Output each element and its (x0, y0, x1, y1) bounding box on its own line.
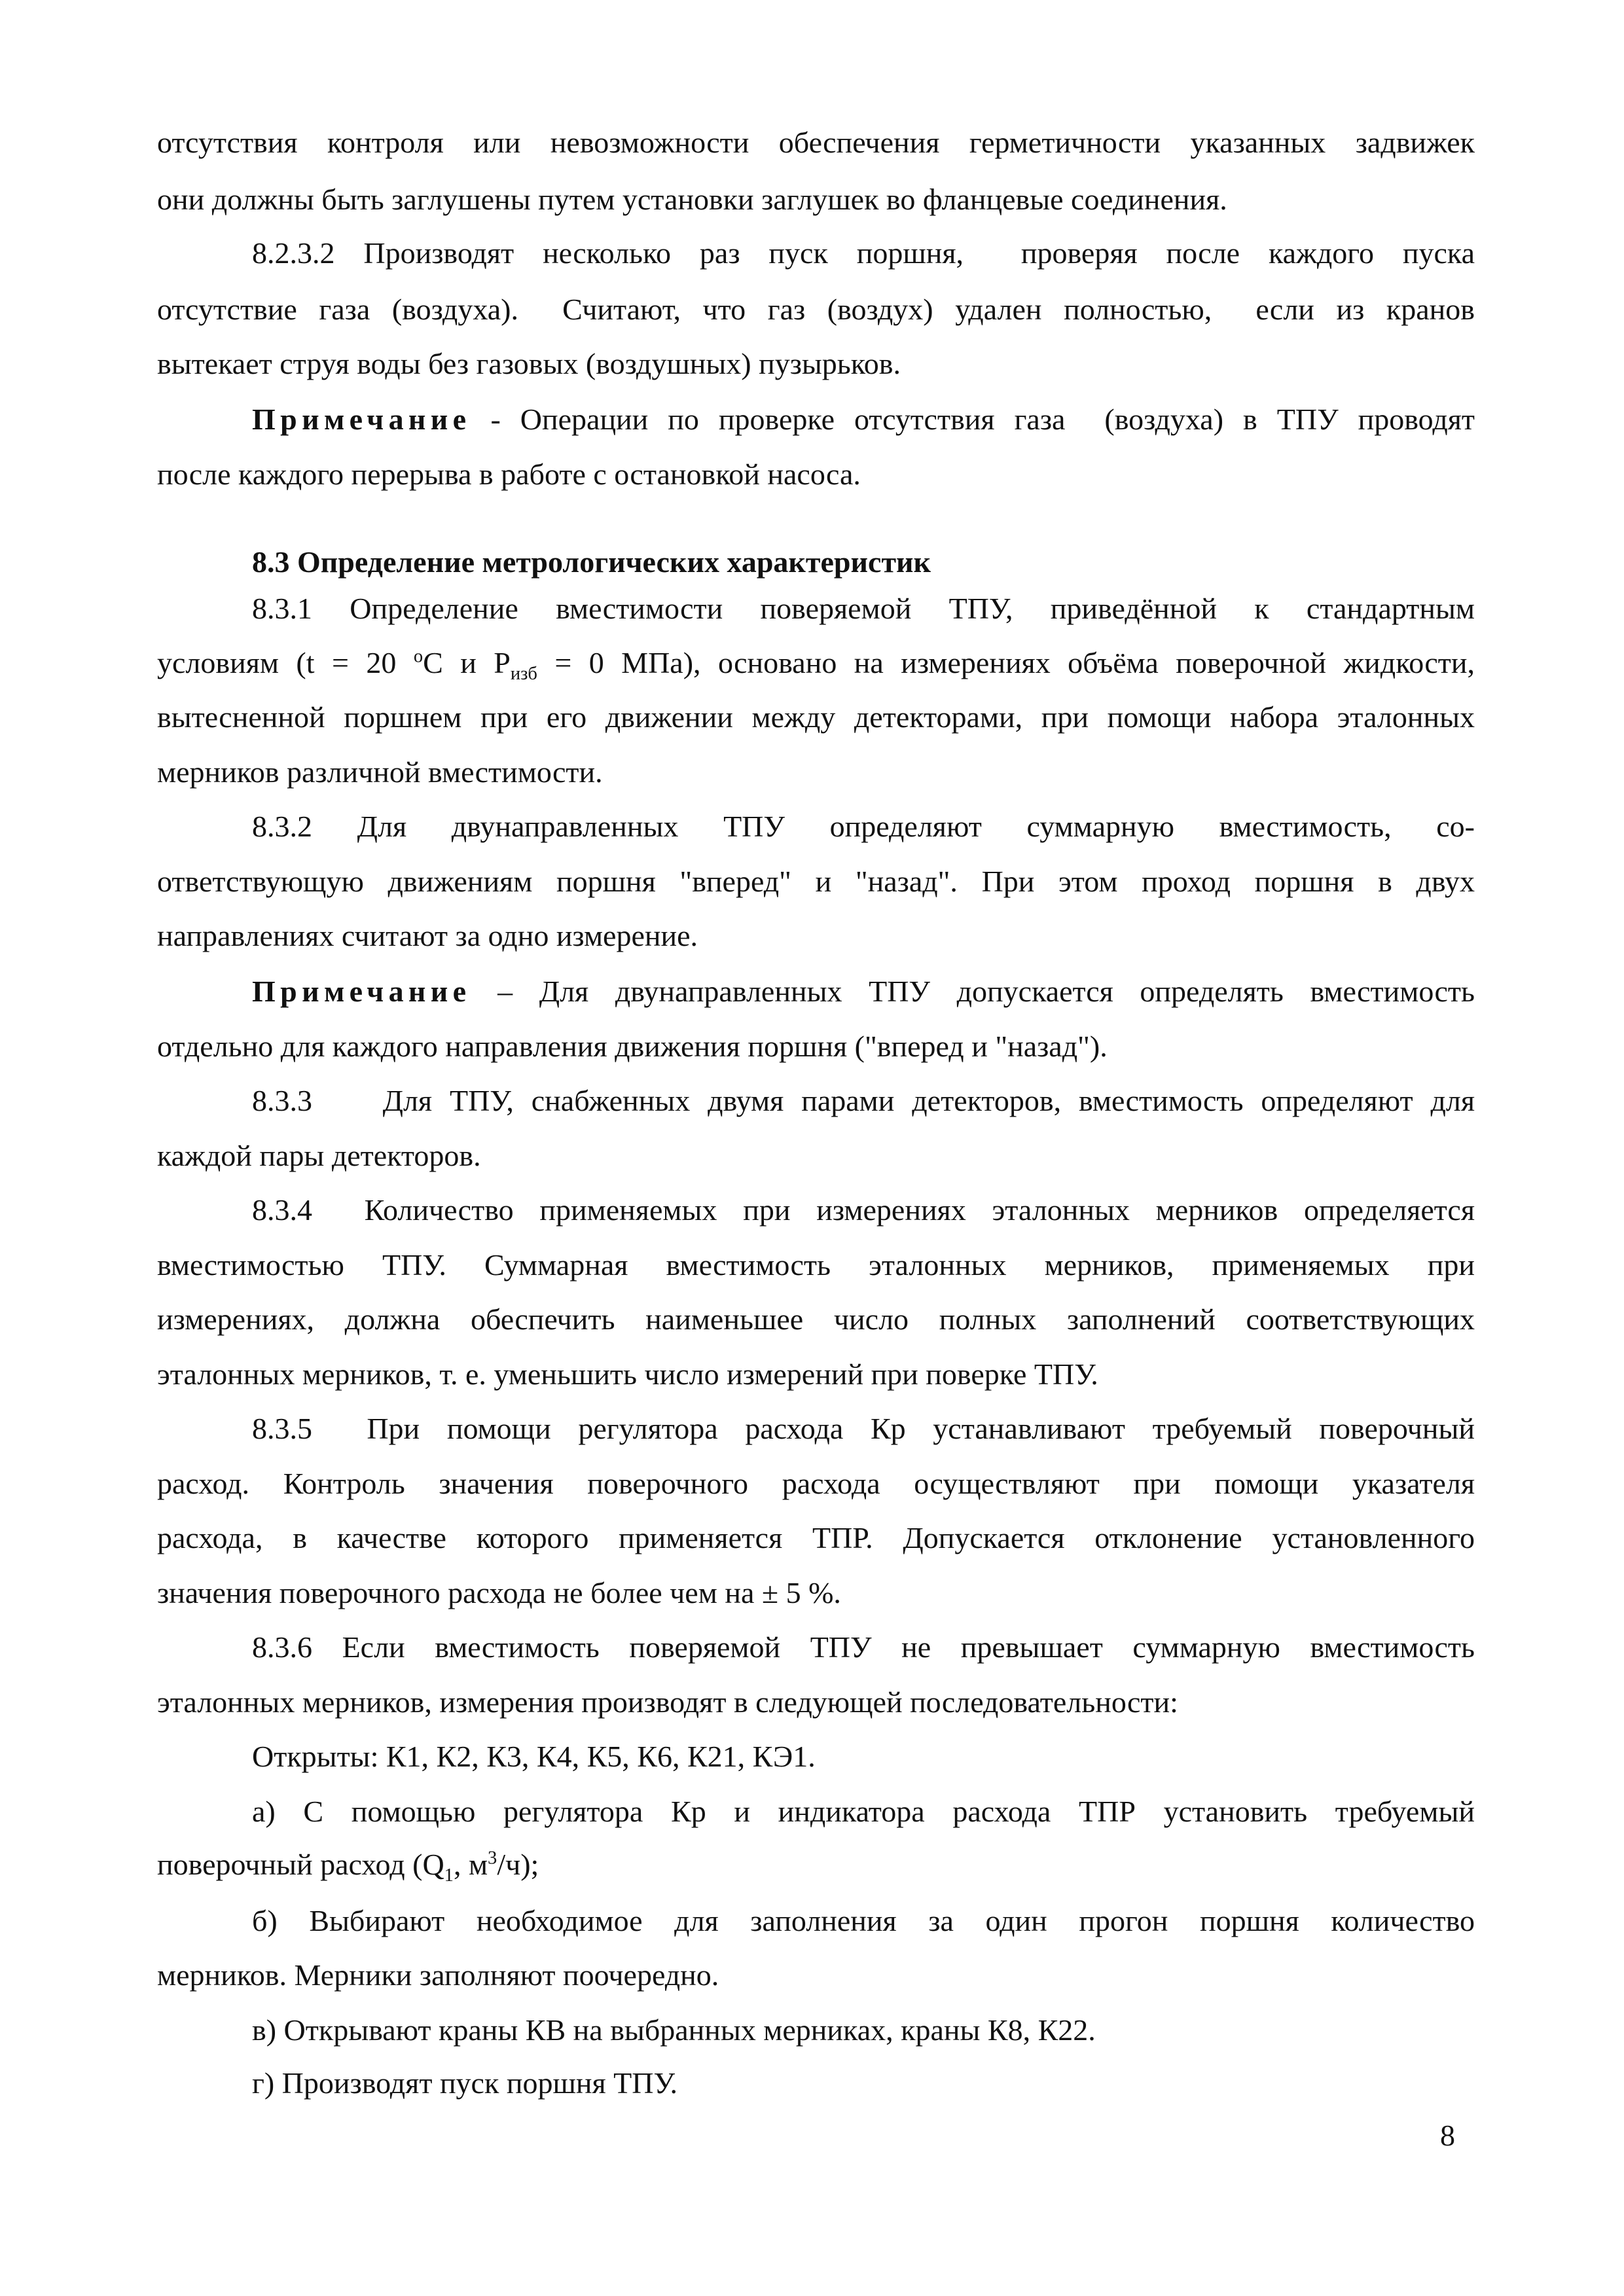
text-line: эталонных мерников, измерения производят в следующей последовательности: (157, 1685, 1178, 1719)
note-text: – Для двунаправленных ТПУ допускается определять вместимость (471, 975, 1475, 1008)
text-fragment: C и P (423, 646, 511, 679)
text-line: вытесненной поршнем при его движении между детекторами, при помощи набора эталонных (157, 700, 1475, 734)
text-line: ответствующую движениям поршня "вперед" и "назад". При этом проход поршня в двух (157, 865, 1475, 898)
text-line: отдельно для каждого направления движения поршня ("вперед и "назад"). (157, 1030, 1108, 1063)
text-line: 8.3.4 Количество применяемых при измерениях эталонных мерников определяется (252, 1193, 1475, 1227)
text-line: вместимостью ТПУ. Суммарная вместимость эталонных мерников, применяемых при (157, 1248, 1475, 1282)
text-line: отсутствия контроля или невозможности обеспечения герметичности указанных задвижек (157, 126, 1475, 159)
note-label: Примечание (252, 403, 471, 436)
text-fragment: /ч); (497, 1848, 539, 1881)
text-line: каждой пары детекторов. (157, 1139, 481, 1172)
text-line: 8.3.2 Для двунаправленных ТПУ определяют суммарную вместимость, со- (252, 810, 1475, 843)
formula-line (157, 1848, 539, 1886)
text-line: отсутствие газа (воздуха). Считают, что газ (воздух) удален полностью, если из кранов (157, 293, 1475, 326)
cubic-superscript: 3 (488, 1848, 497, 1869)
section-heading: 8.3 Определение метрологических характеристик (252, 545, 931, 579)
text-line: г) Производят пуск поршня ТПУ. (252, 2066, 678, 2100)
text-line: 8.3.5 При помощи регулятора расхода Кр устанавливают требуемый поверочный (252, 1412, 1475, 1445)
note-text: - Операции по проверке отсутствия газа (воздуха) в ТПУ проводят (471, 403, 1475, 436)
text-line: 8.2.3.2 Производят несколько раз пуск поршня, проверяя после каждого пуска (252, 236, 1475, 270)
text-line: б) Выбирают необходимое для заполнения за один прогон поршня количество (252, 1904, 1475, 1937)
text-line: Открыты: К1, К2, К3, К4, К5, К6, К21, КЭ1. (252, 1740, 816, 1773)
text-line: они должны быть заглушены путем установки заглушек во фланцевые соединения. (157, 183, 1227, 216)
text-line: расход. Контроль значения поверочного расхода осуществляют при помощи указателя (157, 1467, 1475, 1500)
text-fragment: , м (453, 1848, 488, 1881)
text-line: значения поверочного расхода не более чем на ± 5 %. (157, 1576, 841, 1609)
text-fragment: условиям (t = 20 (157, 646, 414, 679)
text-line: 8.3.6 Если вместимость поверяемой ТПУ не превышает суммарную вместимость (252, 1630, 1475, 1664)
page-number: 8 (1440, 2119, 1455, 2152)
text-line: мерников. Мерники заполняют поочередно. (157, 1958, 719, 1992)
pressure-subscript: изб (510, 664, 537, 685)
text-fragment: поверочный расход (Q (157, 1848, 444, 1881)
text-line: 8.3.3 Для ТПУ, снабженных двумя парами детекторов, вместимость определяют для (252, 1084, 1475, 1117)
text-line: в) Открывают краны КВ на выбранных мерниках, краны К8, К22. (252, 2013, 1096, 2047)
text-line: направлениях считают за одно измерение. (157, 919, 698, 952)
text-line: измерениях, должна обеспечить наименьшее число полных заполнений соответствующих (157, 1302, 1475, 1336)
text-line: эталонных мерников, т. е. уменьшить число измерений при поверке ТПУ. (157, 1357, 1098, 1391)
text-line: вытекает струя воды без газовых (воздушных) пузырьков. (157, 347, 901, 380)
formula-line (157, 646, 1475, 685)
text-line: расхода, в качестве которого применяется ТПР. Допускается отклонение установленного (157, 1521, 1475, 1554)
note-line (252, 977, 1475, 1007)
degree-superscript: o (413, 646, 424, 667)
flow-subscript: 1 (444, 1865, 454, 1886)
text-line: после каждого перерыва в работе с остановкой насоса. (157, 457, 861, 491)
text-line: мерников различной вместимости. (157, 755, 603, 789)
text-fragment: = 0 МПа), основано на измерениях объёма поверочной жидкости, (537, 646, 1475, 679)
note-label: Примечание (252, 975, 471, 1008)
text-line: 8.3.1 Определение вместимости поверяемой ТПУ, приведённой к стандартным (252, 592, 1475, 625)
text-line: а) С помощью регулятора Кр и индикатора расхода ТПР установить требуемый (252, 1795, 1475, 1828)
note-line (252, 404, 1475, 435)
